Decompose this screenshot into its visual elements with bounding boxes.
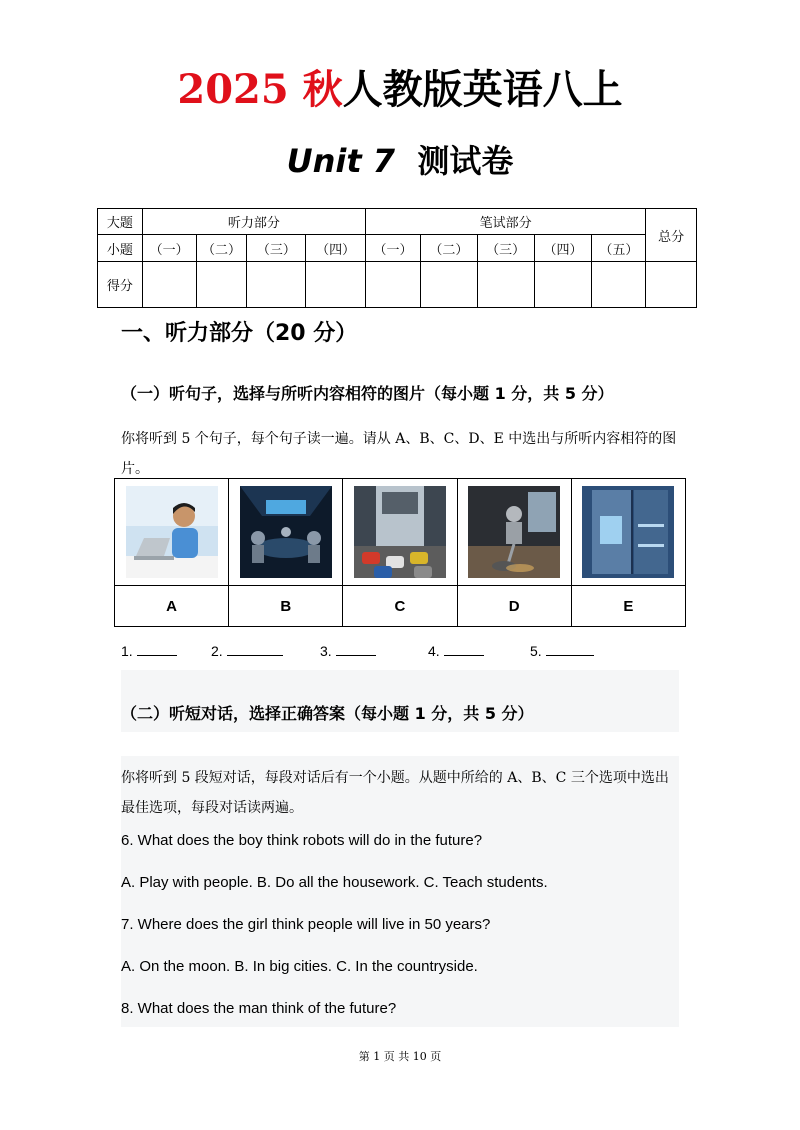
- question-line: 6. What does the boy think robots will do in the future?: [121, 832, 483, 849]
- section-heading: 一、听力部分（20 分）: [121, 321, 358, 346]
- picture-cell: [115, 479, 229, 586]
- listening-header: 听力部分: [142, 209, 365, 235]
- smart-refrigerator-image: [582, 486, 674, 578]
- writing-part-cell: （一）: [366, 235, 421, 262]
- answer-blank[interactable]: 4.: [428, 641, 484, 659]
- picture-label: E: [571, 586, 685, 627]
- row-label-part: 小题: [98, 235, 143, 262]
- picture-label: A: [115, 586, 229, 627]
- boy-using-laptop-image: [126, 486, 218, 578]
- answer-blank[interactable]: 3.: [320, 641, 376, 659]
- listening-part-cell: （三）: [247, 235, 306, 262]
- part2-instructions: 你将听到 5 段短对话，每段对话后有一个小题。从题中所给的 A、B、C 三个选项中选出最佳选项，每段对话读两遍。: [121, 770, 669, 816]
- city-traffic-jam-image: [354, 486, 446, 578]
- picture-label: B: [229, 586, 343, 627]
- page-footer: 第 1 页 共 10 页: [358, 1050, 442, 1063]
- picture-cell: [229, 479, 343, 586]
- picture-cell: [457, 479, 571, 586]
- score-cell: [247, 262, 306, 308]
- question-options: A. On the moon. B. In big cities. C. In the countryside.: [121, 958, 478, 975]
- score-table: [97, 208, 697, 308]
- writing-part-cell: （四）: [534, 235, 592, 262]
- total-header: 总分: [646, 209, 697, 262]
- picture-cell: [571, 479, 685, 586]
- score-cell: [592, 262, 646, 308]
- writing-part-cell: （三）: [477, 235, 534, 262]
- score-cell: [534, 262, 592, 308]
- answer-blank[interactable]: 2.: [211, 641, 283, 659]
- score-cell: [366, 262, 421, 308]
- document-title: 2025 秋人教版英语八上: [177, 66, 623, 113]
- robots-in-spaceship-image: [240, 486, 332, 578]
- question-line: 7. Where does the girl think people will live in 50 years?: [121, 916, 491, 933]
- score-cell: [196, 262, 247, 308]
- part1-heading: （一）听句子，选择与所听内容相符的图片（每小题 1 分，共 5 分）: [121, 384, 614, 403]
- answer-blank[interactable]: 5.: [530, 641, 594, 659]
- answer-blank[interactable]: 1.: [121, 641, 177, 659]
- listening-part-cell: （二）: [196, 235, 247, 262]
- listening-part-cell: （一）: [142, 235, 196, 262]
- score-cell: [646, 262, 697, 308]
- score-cell: [142, 262, 196, 308]
- score-cell: [477, 262, 534, 308]
- picture-label: C: [343, 586, 457, 627]
- writing-header: 笔试部分: [366, 209, 646, 235]
- picture-table: [114, 478, 686, 627]
- row-label-score: 得分: [98, 262, 143, 308]
- writing-part-cell: （二）: [420, 235, 477, 262]
- picture-cell: [343, 479, 457, 586]
- part2-heading: （二）听短对话，选择正确答案（每小题 1 分，共 5 分）: [121, 704, 534, 723]
- listening-part-cell: （四）: [306, 235, 366, 262]
- row-label-section: 大题: [98, 209, 143, 235]
- writing-part-cell: （五）: [592, 235, 646, 262]
- question-options: A. Play with people. B. Do all the housework. C. Teach students.: [121, 874, 548, 891]
- score-cell: [420, 262, 477, 308]
- part1-instructions: 你将听到 5 个句子，每个句子读一遍。请从 A、B、C、D、E 中选出与所听内容相符的图片。: [121, 431, 677, 477]
- picture-label: D: [457, 586, 571, 627]
- score-cell: [306, 262, 366, 308]
- question-line: 8. What does the man think of the future?: [121, 1000, 397, 1017]
- document-subtitle: Unit 7 测试卷: [286, 142, 514, 180]
- robot-vacuum-image: [468, 486, 560, 578]
